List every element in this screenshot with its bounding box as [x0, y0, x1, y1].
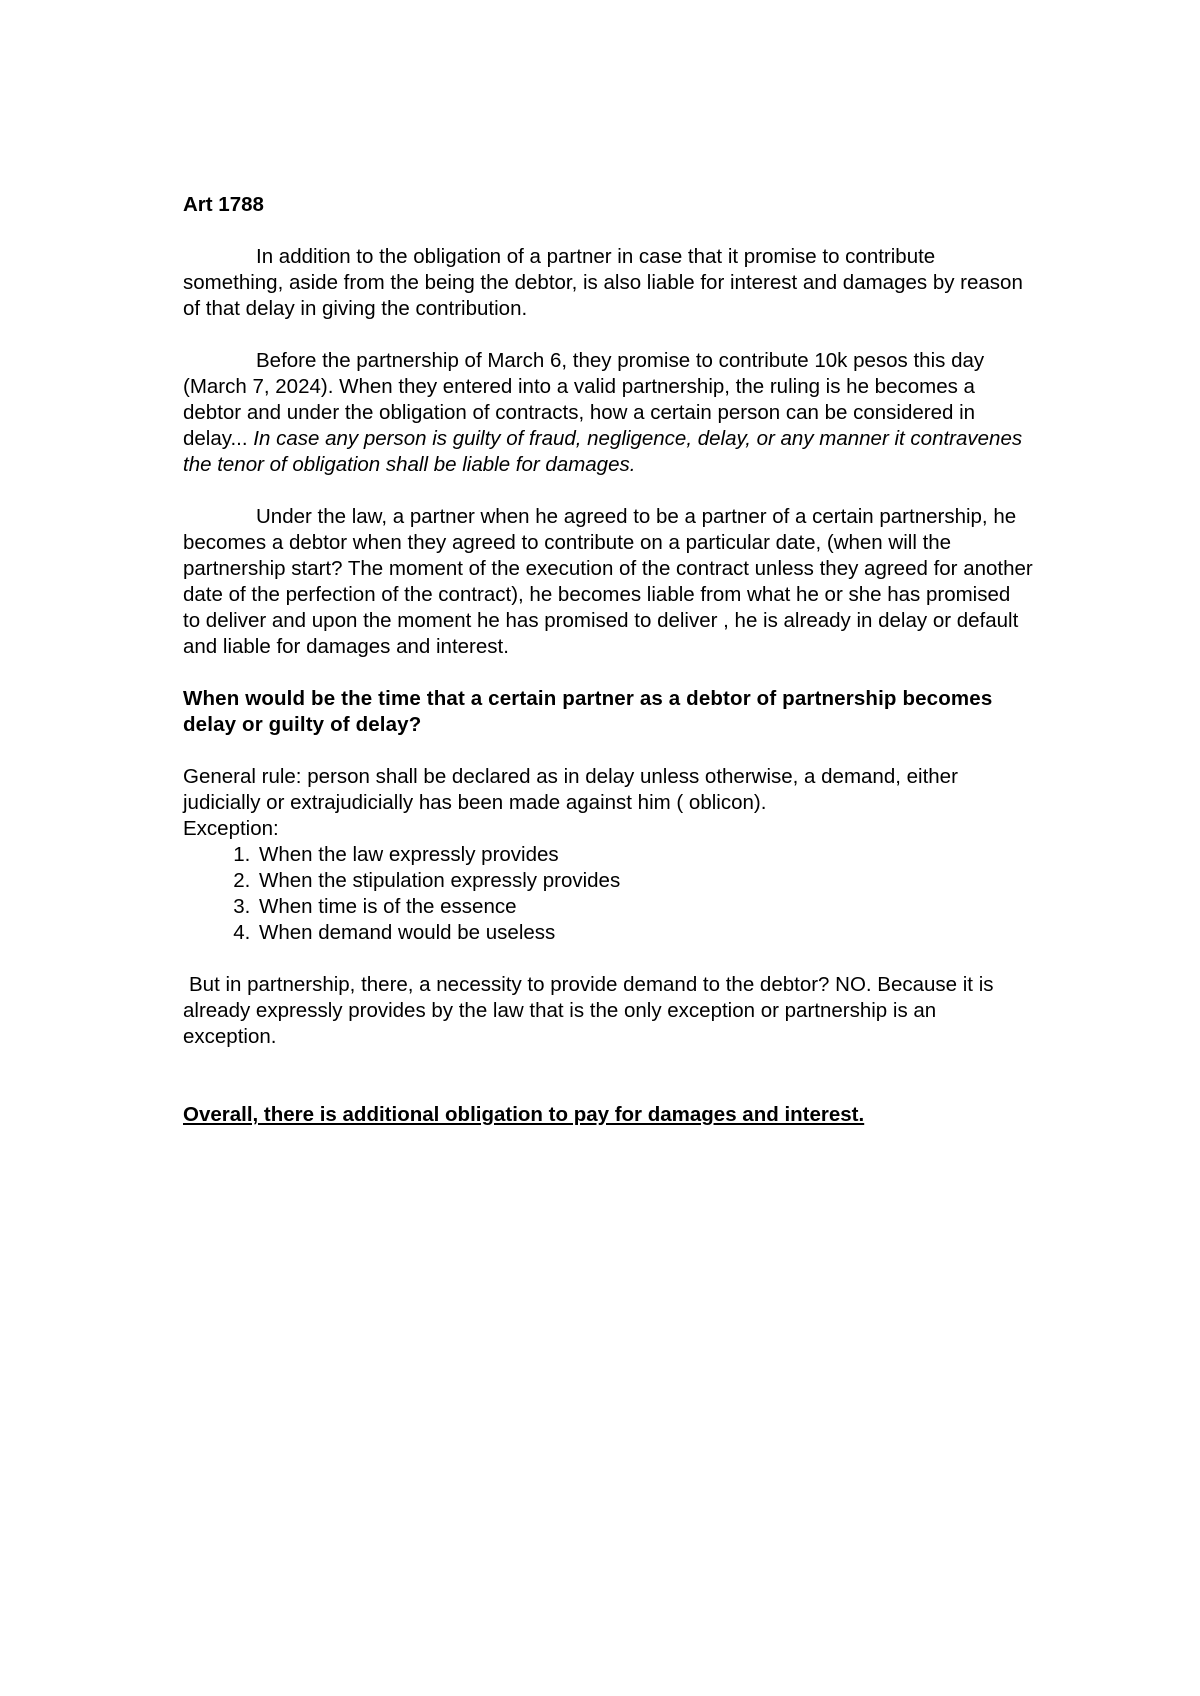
- paragraph-example-text: Before the partnership of March 6, they promise to contribute 10k pesos this day (March 7, 2024). When they entered into a valid partnership, the ruling is he becomes a debtor and under the obligation of contracts, how a certain person can be considered in delay...: [183, 349, 985, 450]
- list-item: 3. When time is of the essence: [256, 894, 1033, 920]
- list-item: 2. When the stipulation expressly provides: [256, 868, 1033, 894]
- exception-label: Exception:: [183, 817, 279, 840]
- blank-line: [183, 1076, 1033, 1102]
- paragraph-under-the-law: Under the law, a partner when he agreed to be a partner of a certain partnership, he becomes a debtor when they agreed to contribute on a particular date, (when will the partnership start? The moment of the execution of the contract unless they agreed for another date of the perfection of the contract), he becomes liable from what he or she has promised to deliver and upon the moment he has promised to deliver , he is already in delay or default and liable for damages and interest.: [183, 505, 1033, 658]
- overall-conclusion: Overall, there is additional obligation to pay for damages and interest.: [183, 1103, 865, 1126]
- list-item: 1. When the law expressly provides: [256, 842, 1033, 868]
- article-title: Art 1788: [183, 193, 264, 216]
- paragraph-partnership-demand: But in partnership, there, a necessity to provide demand to the debtor? NO. Because it is already expressly provides by the law that is the only exception or partnership is an exception.: [183, 973, 994, 1048]
- list-item: 4. When demand would be useless: [256, 920, 1033, 946]
- question-heading: When would be the time that a certain partner as a debtor of partnership becomes delay or guilty of delay?: [183, 687, 993, 736]
- paragraph-example: [183, 348, 1033, 478]
- paragraph-obligation: In addition to the obligation of a partner in case that it promise to contribute something, aside from the being the debtor, is also liable for interest and damages by reason of that delay in giving the contribution.: [183, 245, 1023, 320]
- exception-list: [183, 842, 1033, 946]
- general-rule: General rule: person shall be declared as in delay unless otherwise, a demand, either judicially or extrajudicially has been made against him ( oblicon).: [183, 765, 958, 814]
- document-page: [183, 192, 1033, 1154]
- paragraph-example-italic: In case any person is guilty of fraud, negligence, delay, or any manner it contravenes the tenor of obligation shall be liable for damages.: [183, 427, 1023, 476]
